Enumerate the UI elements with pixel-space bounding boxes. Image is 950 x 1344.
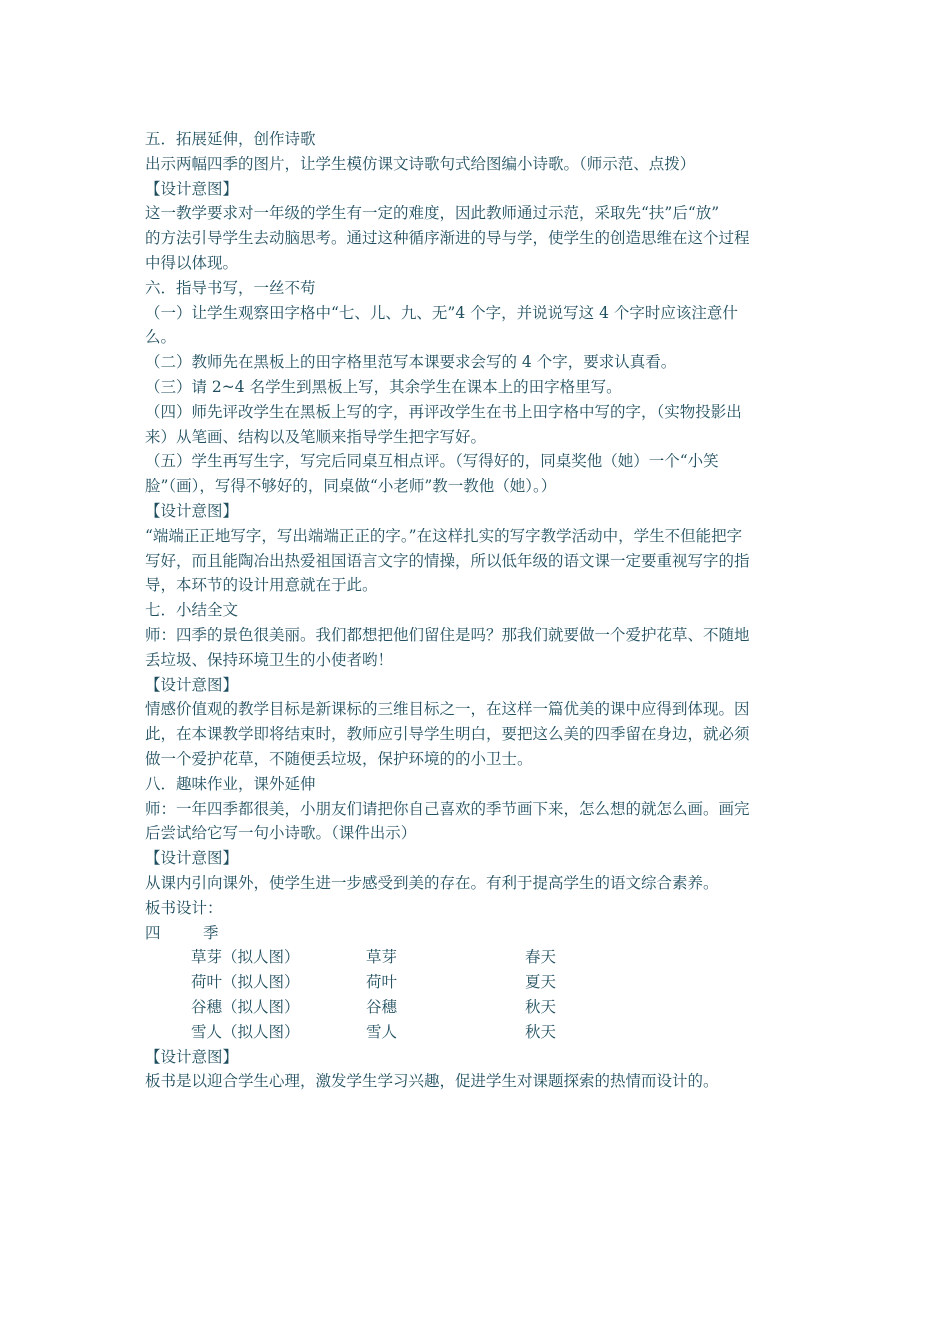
text-line: 做一个爱护花草，不随便丢垃圾，保护环境的的小卫士。 [145,749,533,768]
text-line: 板书是以迎合学生心理，激发学生学习兴趣，促进学生对课题探索的热情而设计的。 [145,1072,719,1091]
board-cell-word: 荷叶 [366,973,398,992]
text-line: 写好，而且能陶冶出热爱祖国语言文字的情操，所以低年级的语文课一定要重视写字的指 [145,551,750,570]
text-line: 八．趣味作业，课外延伸 [145,774,316,793]
text-line: 六．指导书写，一丝不苟 [145,278,316,297]
board-cell-word: 雪人 [366,1022,398,1041]
text-line: （二）教师先在黑板上的田字格里范写本课要求会写的 4 个字，要求认真看。 [145,353,677,372]
text-line: 来）从笔画、结构以及笔顺来指导学生把字写好。 [145,427,487,446]
text-line: （三）请 2~4 名学生到黑板上写，其余学生在课本上的田字格里写。 [145,377,622,396]
text-line: 【设计意图】 [145,849,239,868]
text-line: 中得以体现。 [145,253,239,272]
text-line: 七．小结全文 [145,601,239,620]
text-line: 这一教学要求对一年级的学生有一定的难度，因此教师通过示范，采取先“扶”后“放” [145,204,720,223]
board-cell-picture: 荷叶（拟人图） [191,973,300,992]
text-line: 师：四季的景色很美丽。我们都想把他们留住是吗？那我们就要做一个爱护花草、不随地 [145,625,750,644]
board-cell-picture: 雪人（拟人图） [191,1022,300,1041]
board-title-char: 季 [203,923,219,942]
text-line: 【设计意图】 [145,501,239,520]
blackboard-design [145,921,810,1045]
text-line: 师：一年四季都很美，小朋友们请把你自己喜欢的季节画下来，怎么想的就怎么画。画完 [145,799,750,818]
board-row [145,970,810,995]
text-line: 此，在本课教学即将结束时，教师应引导学生明白，要把这么美的四季留在身边，就必须 [145,725,750,744]
board-cell-word: 谷穗 [366,997,398,1016]
text-line: （五）学生再写生字，写完后同桌互相点评。（写得好的，同桌奖他（她）一个“小笑 [145,452,719,471]
text-line: “端端正正地写字，写出端端正正的字。”在这样扎实的写字教学活动中，学生不但能把字 [145,526,743,545]
board-cell-word: 草芽 [366,948,398,967]
text-line: 出示两幅四季的图片，让学生模仿课文诗歌句式给图编小诗歌。（师示范、点拨） [145,154,696,173]
text-line: 后尝试给它写一句小诗歌。（课件出示） [145,824,417,843]
text-line: 么。 [145,328,177,347]
board-cell-picture: 谷穗（拟人图） [191,997,300,1016]
text-line: 的方法引导学生去动脑思考。通过这种循序渐进的导与学，使学生的创造思维在这个过程 [145,229,750,248]
text-line: 脸”（画），写得不够好的，同桌做“小老师”教一教他（她）。） [145,477,557,496]
board-title-char: 四 [145,923,161,942]
text-line: （四）师先评改学生在黑板上写的字，再评改学生在书上田字格中写的字，（实物投影出 [145,402,742,421]
board-row [145,995,810,1020]
text-line: 五．拓展延伸，创作诗歌 [145,130,316,148]
board-cell-season: 秋天 [525,1022,557,1041]
board-cell-picture: 草芽（拟人图） [191,948,300,967]
document-body [145,127,810,1094]
text-block-bottom [145,1045,810,1095]
text-line: 从课内引向课外，使学生进一步感受到美的存在。有利于提高学生的语文综合素养。 [145,873,719,892]
text-line: （一）让学生观察田字格中“七、儿、九、无”4 个字，并说说写这 4 个字时应该注意什 [145,303,738,322]
board-cell-season: 秋天 [525,997,557,1016]
board-cell-season: 夏天 [525,973,557,992]
text-line: 导，本环节的设计用意就在于此。 [145,576,378,595]
text-line: 【设计意图】 [145,1047,239,1066]
text-line: 情感价值观的教学目标是新课标的三维目标之一，在这样一篇优美的课中应得到体现。因 [145,700,750,719]
text-block-top [145,127,810,921]
text-line: 板书设计： [145,898,223,917]
text-line: 【设计意图】 [145,675,239,694]
board-cell-season: 春天 [525,948,557,967]
board-row [145,945,810,970]
board-row [145,1020,810,1045]
text-line: 丢垃圾、保持环境卫生的小使者哟！ [145,650,394,669]
text-line: 【设计意图】 [145,179,239,198]
